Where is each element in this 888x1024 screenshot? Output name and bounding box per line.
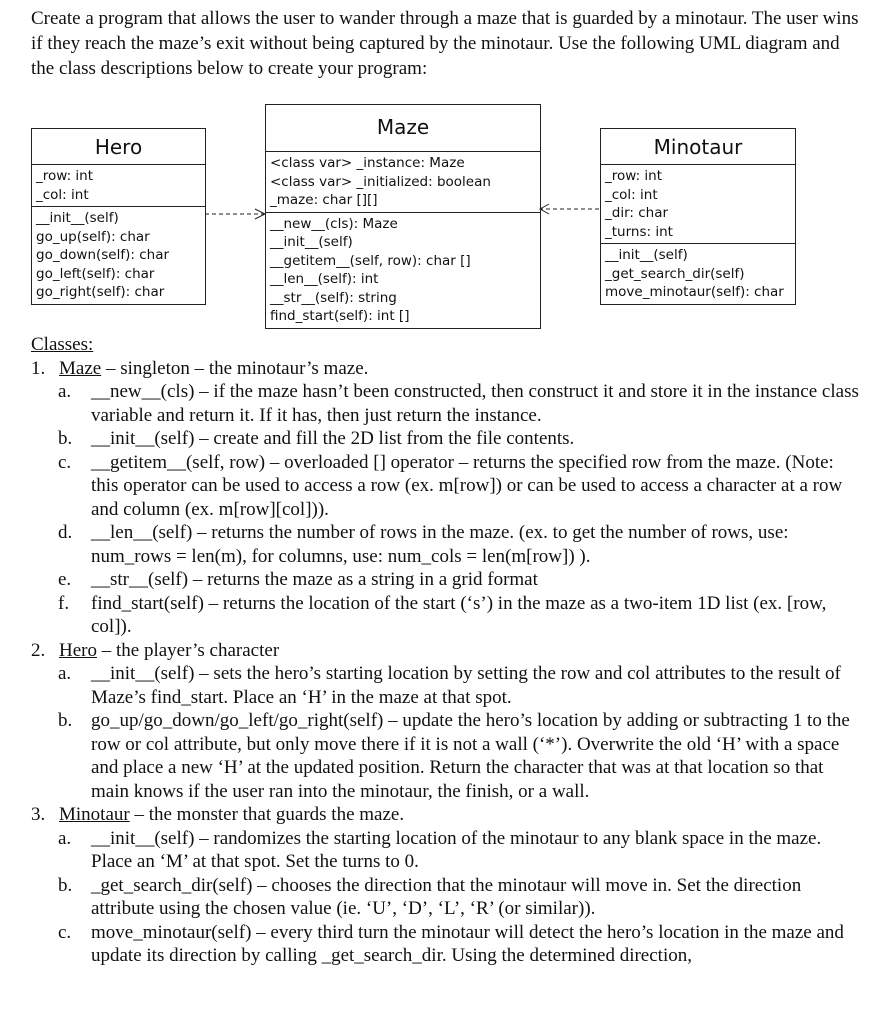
list-marker: 1. (31, 357, 46, 379)
list-marker: e. (58, 569, 72, 590)
uml-class-minotaur (600, 128, 796, 305)
class-desc: – the monster that guards the maze. (129, 804, 405, 825)
item-text: __init__(self) – sets the hero’s starting location by setting the row and col attributes to the result of Maze’s find_start. Place an ‘H’ in the maze at that spot. (91, 663, 841, 708)
uml-method: __str__(self): string (270, 289, 397, 306)
uml-methods (32, 206, 205, 304)
list-marker: b. (58, 874, 73, 896)
uml-attributes (266, 152, 540, 212)
intro-text: Create a program that allows the user to wander through a maze that is guarded by a minotaur. The user wins if they reach the maze’s exit without being captured by the minotaur. Use the following UML diagram and the class descriptions below to create your program: (31, 8, 859, 79)
list-item (31, 662, 861, 709)
uml-method: __init__(self) (36, 210, 119, 226)
uml-attributes (32, 165, 205, 206)
list-marker: c. (58, 451, 72, 473)
list-item (31, 451, 861, 522)
uml-method: _get_search_dir(self) (605, 265, 745, 282)
arrowhead-minotaur-to-maze (540, 204, 549, 214)
list-marker: a. (58, 381, 72, 402)
uml-attribute: _dir: char (605, 205, 669, 221)
class-desc: – singleton – the minotaur’s maze. (101, 357, 369, 379)
item-text: go_up/go_down/go_left/go_right(self) – update the hero’s location by adding or subtracting 1 to the row or col attribute, but only move there if it is not a wall (‘*’). Overwrite the old ‘H’ with a space and place a new ‘H’ at the updated position. Return the character that was at that location so that main knows if the user ran into the minotaur, the finish, or a wall. (91, 710, 850, 802)
uml-attribute: _col: int (36, 186, 89, 203)
list-marker: b. (58, 428, 73, 449)
uml-methods (601, 243, 795, 304)
uml-method: go_left(self): char (36, 265, 155, 282)
class-item-minotaur (31, 803, 861, 827)
classes-section (31, 333, 861, 968)
list-marker: c. (58, 921, 72, 943)
class-name: Hero (59, 639, 97, 661)
class-item-maze (31, 357, 861, 381)
list-item (31, 521, 861, 568)
uml-method: move_minotaur(self): char (605, 284, 784, 300)
item-text: __getitem__(self, row) – overloaded [] operator – returns the specified row from the maze. (Note: this operator can be used to access a row (ex. m[row]) or can be used to access a character at a row and column (ex. m[row][col])). (91, 451, 843, 520)
uml-method: go_down(self): char (36, 247, 170, 263)
list-marker: 3. (31, 804, 46, 825)
list-item (31, 568, 861, 592)
uml-class-title: Minotaur (601, 129, 795, 165)
uml-attribute: _row: int (605, 168, 663, 184)
uml-class-title: Hero (32, 129, 205, 165)
uml-attributes (601, 165, 795, 243)
uml-attribute: <class var> _initialized: boolean (270, 173, 491, 190)
list-item (31, 921, 861, 968)
classes-heading: Classes: (31, 334, 94, 355)
uml-method: __init__(self) (270, 234, 353, 250)
uml-attribute: _turns: int (605, 223, 673, 240)
item-text: __init__(self) – randomizes the starting location of the minotaur to any blank space in the maze. Place an ‘M’ at that spot. Set the turns to 0. (91, 827, 822, 872)
uml-class-maze (265, 104, 541, 329)
uml-attribute: _maze: char [][] (270, 192, 378, 208)
list-marker: f. (58, 592, 70, 614)
uml-attribute: _col: int (605, 186, 658, 203)
uml-methods (266, 212, 540, 328)
list-marker: 2. (31, 639, 46, 661)
uml-method: go_right(self): char (36, 284, 165, 300)
item-text: __init__(self) – create and fill the 2D list from the file contents. (91, 428, 575, 449)
class-name: Minotaur (59, 804, 130, 825)
class-name: Maze (59, 357, 102, 379)
item-text: __str__(self) – returns the maze as a string in a grid format (91, 569, 538, 590)
uml-attribute: _row: int (36, 168, 94, 184)
uml-method: find_start(self): int [] (270, 308, 410, 324)
uml-method: __new__(cls): Maze (270, 215, 398, 232)
list-item (31, 380, 861, 427)
uml-method: go_up(self): char (36, 228, 150, 245)
class-item-hero (31, 639, 861, 663)
uml-method: __init__(self) (605, 247, 688, 263)
arrowhead-hero-to-maze (255, 209, 265, 219)
list-marker: a. (58, 827, 72, 849)
item-text: find_start(self) – returns the location of the start (‘s’) in the maze as a two-item 1D list (ex. [row, col]). (91, 592, 827, 637)
list-marker: b. (58, 710, 73, 731)
item-text: _get_search_dir(self) – chooses the direction that the minotaur will move in. Set the direction attribute using the chosen value (ie. ‘U’, ‘D’, ‘L’, ‘R’ (or similar)). (91, 874, 802, 919)
uml-attribute: <class var> _instance: Maze (270, 155, 465, 171)
uml-class-title: Maze (266, 105, 540, 152)
list-marker: d. (58, 522, 73, 543)
intro-paragraph (31, 6, 861, 81)
uml-method: __getitem__(self, row): char [] (270, 252, 471, 269)
class-desc: – the player’s character (96, 639, 280, 661)
list-item (31, 427, 861, 451)
item-text: __new__(cls) – if the maze hasn’t been constructed, then construct it and store it in the instance class variable and return it. If it has, then just return the instance. (91, 381, 859, 426)
item-text: move_minotaur(self) – every third turn the minotaur will detect the hero’s location in the maze and update its direction by calling _get_search_dir. Using the determined direction, (91, 921, 844, 966)
uml-class-hero (31, 128, 206, 305)
item-text: __len__(self) – returns the number of rows in the maze. (ex. to get the number of rows, use: num_rows = len(m), for columns, use: num_cols = len(m[row]) ). (91, 522, 789, 567)
list-item (31, 874, 861, 921)
list-item (31, 709, 861, 803)
list-marker: a. (58, 663, 72, 684)
uml-method: __len__(self): int (270, 271, 379, 287)
list-item (31, 827, 861, 874)
list-item (31, 592, 861, 639)
